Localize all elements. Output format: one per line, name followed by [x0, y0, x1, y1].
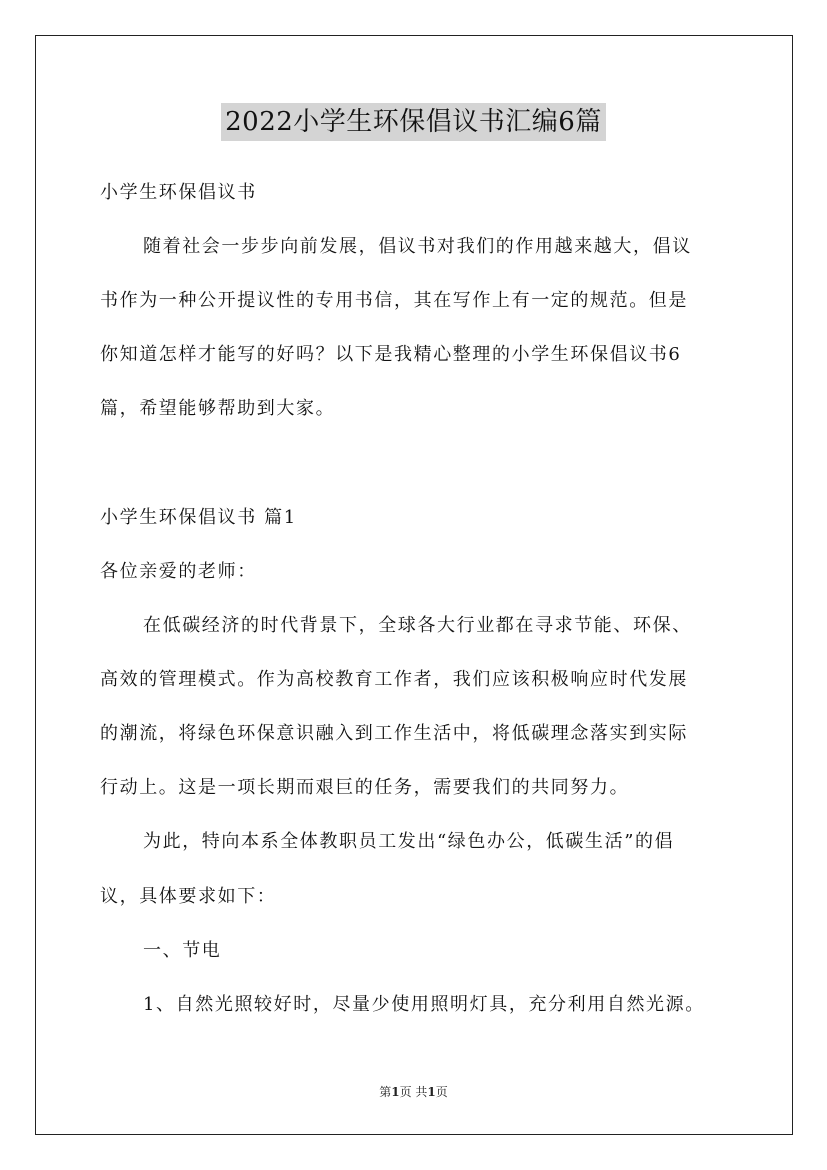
intro-line-2: 书作为一种公开提议性的专用书信，其在写作上有一定的规范。但是 — [100, 290, 688, 311]
footer-suffix: 页 — [435, 1085, 448, 1099]
para1-line-4: 行动上。这是一项长期而艰巨的任务，需要我们的共同努力。 — [100, 777, 630, 798]
para1-line-1: 在低碳经济的时代背景下，全球各大行业都在寻求节能、环保、 — [143, 615, 692, 636]
intro-line-1: 随着社会一步步向前发展，倡议书对我们的作用越来越大，倡议 — [143, 236, 692, 257]
para1-line-3: 的潮流，将绿色环保意识融入到工作生活中，将低碳理念落实到实际 — [100, 723, 688, 744]
footer-total-pages: 1 — [427, 1085, 436, 1099]
footer-middle: 页 共 — [399, 1085, 428, 1099]
subheading-electricity: 一、节电 — [143, 940, 222, 961]
intro-line-4: 篇，希望能够帮助到大家。 — [100, 398, 336, 419]
document-title: 2022小学生环保倡议书汇编6篇 — [221, 103, 606, 141]
footer-page-number: 1 — [391, 1085, 400, 1099]
salutation: 各位亲爱的老师： — [100, 561, 257, 582]
section1-heading: 小学生环保倡议书 篇1 — [100, 507, 297, 528]
footer-prefix: 第 — [379, 1085, 392, 1099]
page-footer — [0, 1084, 827, 1100]
intro-heading: 小学生环保倡议书 — [100, 182, 257, 203]
intro-line-3: 你知道怎样才能写的好吗？以下是我精心整理的小学生环保倡议书6 — [100, 344, 682, 365]
item-1: 1、自然光照较好时，尽量少使用照明灯具，充分利用自然光源。 — [143, 994, 705, 1015]
para2-line-1: 为此，特向本系全体教职员工发出“绿色办公，低碳生活”的倡 — [143, 831, 675, 852]
para1-line-2: 高效的管理模式。作为高校教育工作者，我们应该积极响应时代发展 — [100, 669, 688, 690]
para2-line-2: 议，具体要求如下： — [100, 886, 277, 907]
